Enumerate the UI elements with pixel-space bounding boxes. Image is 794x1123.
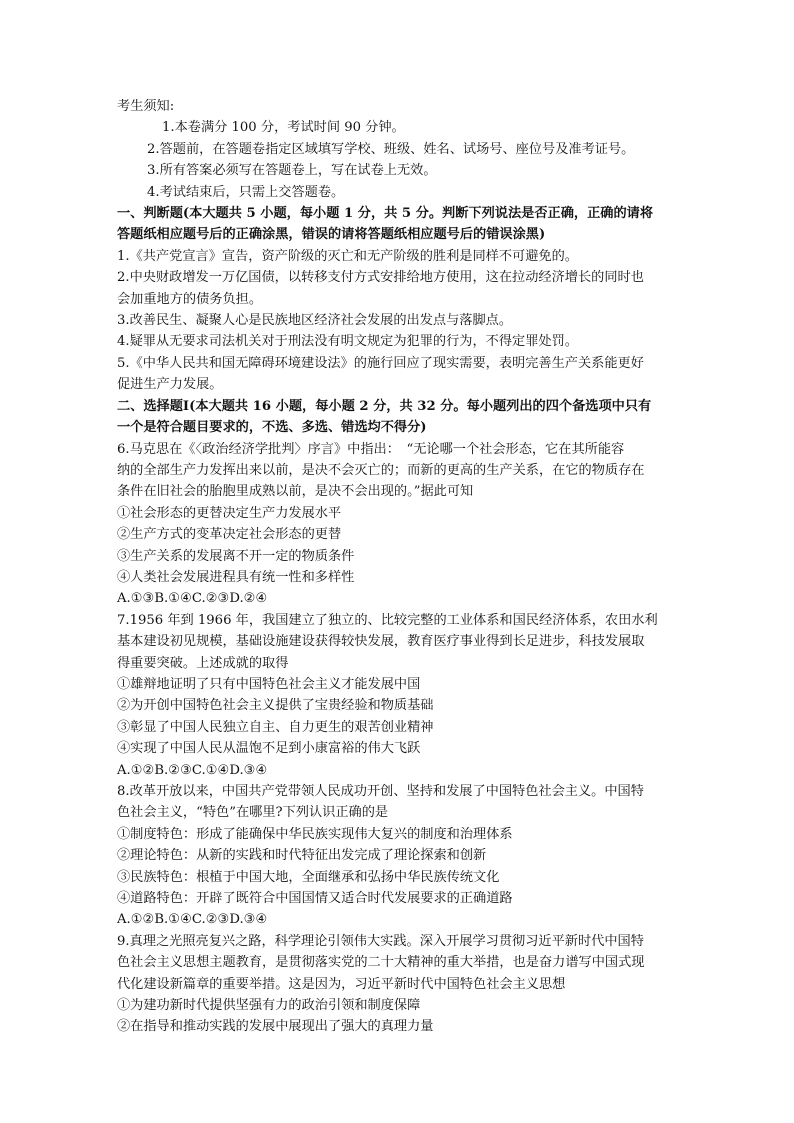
question-line: 促进生产力发展。 (117, 377, 223, 393)
option-line: ①制度特色：形成了能确保中华民族实现伟大复兴的制度和治理体系 (117, 826, 513, 842)
notice-item: 2.答题前，在答题卷指定区域填写学校、班级、姓名、试场号、座位号及准考证号。 (147, 141, 635, 157)
option-line: ②生产方式的变革决定社会形态的更替 (117, 527, 342, 543)
option-line: ③民族特色：根植于中国大地，全面继承和弘扬中华民族传统文化 (117, 869, 500, 885)
answer-choices: A.①②B.②③C.①④D.③④ (117, 762, 268, 778)
option-line: ①雄辩地证明了只有中国特色社会主义才能发展中国 (117, 676, 421, 692)
question-line: 4.疑罪从无要求司法机关对于刑法没有明文规定为犯罪的行为，不得定罪处罚。 (117, 334, 578, 350)
notice-item: 3.所有答案必须写在答题卷上，写在试卷上无效。 (147, 163, 437, 179)
question-line: 色社会主义思想主题教育，是贯彻落实党的二十大精神的重大举措，也是奋力谱写中国式现 (117, 955, 645, 971)
option-line: ②在指导和推动实践的发展中展现出了强大的真理力量 (117, 1019, 434, 1035)
question-line: 3.改善民生、凝聚人心是民族地区经济社会发展的出发点与落脚点。 (117, 313, 513, 329)
question-line: 5.《中华人民共和国无障碍环境建设法》的施行回应了现实需要，表明完善生产关系能更好 (117, 355, 644, 371)
question-line: 条件在旧社会的胎胞里成熟以前，是决不会出现的。”据此可知 (117, 484, 474, 500)
question-line: 6.马克思在《〈政治经济学批判〉序言》中指出： “无论哪一个社会形态，它在其所能容 (117, 441, 625, 457)
section-heading: 一、判断题(本大题共 5 小题，每小题 1 分，共 5 分。判断下列说法是否正确，正确的请将 (117, 206, 654, 222)
question-line: 9.真理之光照亮复兴之路，科学理论引领伟大实践。深入开展学习贯彻习近平新时代中国特 (117, 933, 644, 949)
exam-page (117, 96, 677, 1038)
option-line: ④实现了中国人民从温饱不足到小康富裕的伟大飞跃 (117, 741, 421, 757)
question-line: 8.改革开放以来，中国共产党带领人民成功开创、坚持和发展了中国特色社会主义。中国特 (117, 784, 644, 799)
option-line: ①社会形态的更替决定生产力发展水平 (117, 505, 342, 521)
option-line: ④人类社会发展进程具有统一性和多样性 (117, 569, 355, 585)
question-line: 1.《共产党宣言》宣告，资产阶级的灭亡和无产阶级的胜利是同样不可避免的。 (117, 248, 578, 264)
option-line: ③生产关系的发展离不开一定的物质条件 (117, 548, 355, 564)
notice-item: 1.本卷满分 100 分，考试时间 90 分钟。 (162, 120, 405, 136)
notice-title: 考生须知: (117, 99, 175, 114)
option-line: ①为建功新时代提供坚强有力的政治引领和制度保障 (117, 998, 421, 1014)
section-heading: 一个是符合题目要求的，不选、多选、错选均不得分) (117, 420, 427, 436)
option-line: ③彰显了中国人民独立自主、自力更生的艰苦创业精神 (117, 719, 434, 735)
question-line: 色社会主义，“特色”在哪里?下列认识正确的是 (117, 805, 389, 821)
answer-choices: A.①②B.①④C.②③D.③④ (117, 912, 268, 928)
notice-item: 4.考试结束后，只需上交答题卷。 (147, 184, 345, 200)
option-line: ②理论特色：从新的实践和时代特征出发完成了理论探索和创新 (117, 848, 487, 864)
question-line: 代化建设新篇章的重要举措。这是因为，习近平新时代中国特色社会主义思想 (117, 976, 566, 992)
section-heading: 二、选择题Ⅰ(本大题共 16 小题，每小题 2 分，共 32 分。每小题列出的四个备选项中只有 (117, 398, 652, 414)
option-line: ④道路特色：开辟了既符合中国国情又适合时代发展要求的正确道路 (117, 891, 513, 907)
question-line: 得重要突破。上述成就的取得 (117, 655, 289, 671)
question-line: 纳的全部生产力发挥出来以前，是决不会灭亡的；而新的更高的生产关系，在它的物质存在 (117, 462, 645, 478)
answer-choices: A.①③B.①④C.②③D.②④ (117, 591, 268, 607)
question-line: 会加重地方的债务负担。 (117, 291, 263, 307)
question-line: 基本建设初见规模，基础设施建设获得较快发展，教育医疗事业得到长足进步，科技发展取 (117, 634, 645, 650)
question-line: 7.1956 年到 1966 年，我国建立了独立的、比较完整的工业体系和国民经济体系，农田水利 (117, 612, 658, 628)
question-line: 2.中央财政增发一万亿国债，以转移支付方式安排给地方使用，这在拉动经济增长的同时也 (117, 270, 644, 286)
option-line: ②为开创中国特色社会主义提供了宝贵经验和物质基础 (117, 698, 434, 714)
section-heading: 答题纸相应题号后的正确涂黑，错误的请将答题纸相应题号后的错误涂黑) (117, 227, 546, 243)
